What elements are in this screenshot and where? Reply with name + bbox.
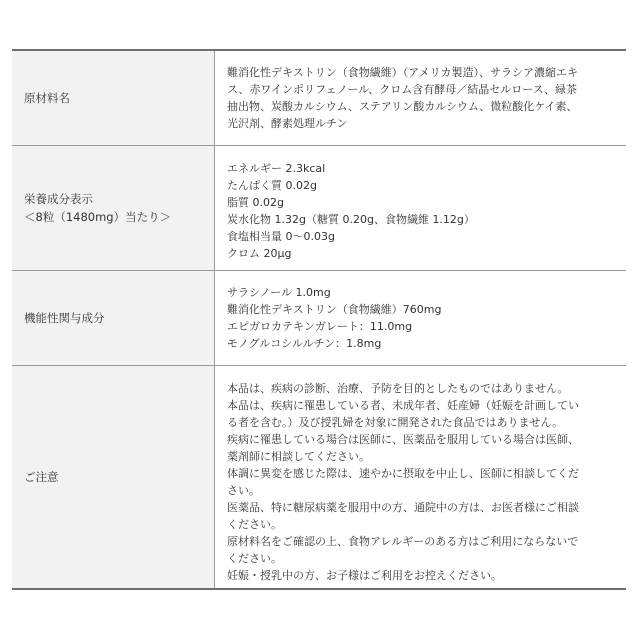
content-line: 本品は、疾病の診断、治療、予防を目的としたものではありません。 [227, 382, 569, 395]
content-line: ください。 [227, 518, 282, 531]
row-header-ingredients [12, 51, 215, 145]
table-row-ingredients [12, 51, 626, 145]
content-line: 光沢剤、酵素処理ルチン [227, 117, 348, 130]
product-info-table [12, 49, 626, 590]
content-line: さい。 [227, 484, 260, 497]
row-header-caution [12, 366, 215, 588]
content-line: 食塩相当量 0〜0.03g [227, 230, 335, 243]
content-line: 妊娠・授乳中の方、お子様はご利用をお控えください。 [227, 569, 502, 582]
content-line: 抽出物、炭酸カルシウム、ステアリン酸カルシウム、微粒酸化ケイ素、 [227, 100, 578, 113]
content-line: エピガロカテキンガレート：11.0mg [227, 320, 413, 333]
content-line: 難消化性デキストリン（食物繊維）（アメリカ製造）、サラシア濃縮エキ [227, 66, 579, 79]
content-line: 難消化性デキストリン（食物繊維）760mg [227, 303, 442, 316]
row-content-functional [215, 271, 626, 365]
content-line: 炭水化物 1.32g（糖質 0.20g、食物繊維 1.12g） [227, 213, 475, 226]
row-content-ingredients [215, 51, 626, 145]
content-line: モノグルコシルルチン：1.8mg [227, 337, 382, 350]
content-line: ス、赤ワインポリフェノール、クロム含有酵母／結晶セルロース、緑茶 [227, 83, 578, 96]
content-line: 疾病に罹患している場合は医師に、医薬品を服用している場合は医師、 [227, 433, 579, 446]
content-line: 原材料名をご確認の上、食物アレルギーのある方はご利用にならないで [227, 535, 579, 548]
row-header-label: ご注意 [24, 470, 59, 484]
table-row-caution [12, 365, 626, 588]
row-header-label: 機能性関与成分 [24, 311, 105, 325]
content-line: ください。 [227, 552, 282, 565]
row-content-nutrition [215, 146, 626, 270]
row-content-caution [215, 366, 626, 588]
table-row-nutrition [12, 145, 626, 270]
content-line: 体調に異変を感じた際は、速やかに摂取を中止し、医師に相談してくだ [227, 467, 579, 480]
row-header-functional [12, 271, 215, 365]
content-line: サラシノール 1.0mg [227, 286, 331, 299]
content-line: クロム 20μg [227, 247, 292, 260]
row-header-nutrition [12, 146, 215, 270]
content-line: 医薬品、特に糖尿病薬を服用中の方、通院中の方は、お医者様にご相談 [227, 501, 579, 514]
content-line: 薬剤師に相談してください。 [227, 450, 370, 463]
content-line: エネルギー 2.3kcal [227, 162, 326, 175]
row-header-sublabel: ＜8粒（1480mg）当たり＞ [24, 210, 172, 224]
content-line: る者を含む。）及び授乳婦を対象に開発された食品ではありません。 [227, 416, 564, 429]
row-header-label: 栄養成分表示 [24, 192, 93, 206]
content-line: 脂質 0.02g [227, 196, 284, 209]
row-header-label: 原材料名 [24, 91, 70, 105]
content-line: たんぱく質 0.02g [227, 179, 317, 192]
content-line: 本品は、疾病に罹患している者、未成年者、妊産婦（妊娠を計画してい [227, 399, 579, 412]
table-row-functional [12, 270, 626, 365]
